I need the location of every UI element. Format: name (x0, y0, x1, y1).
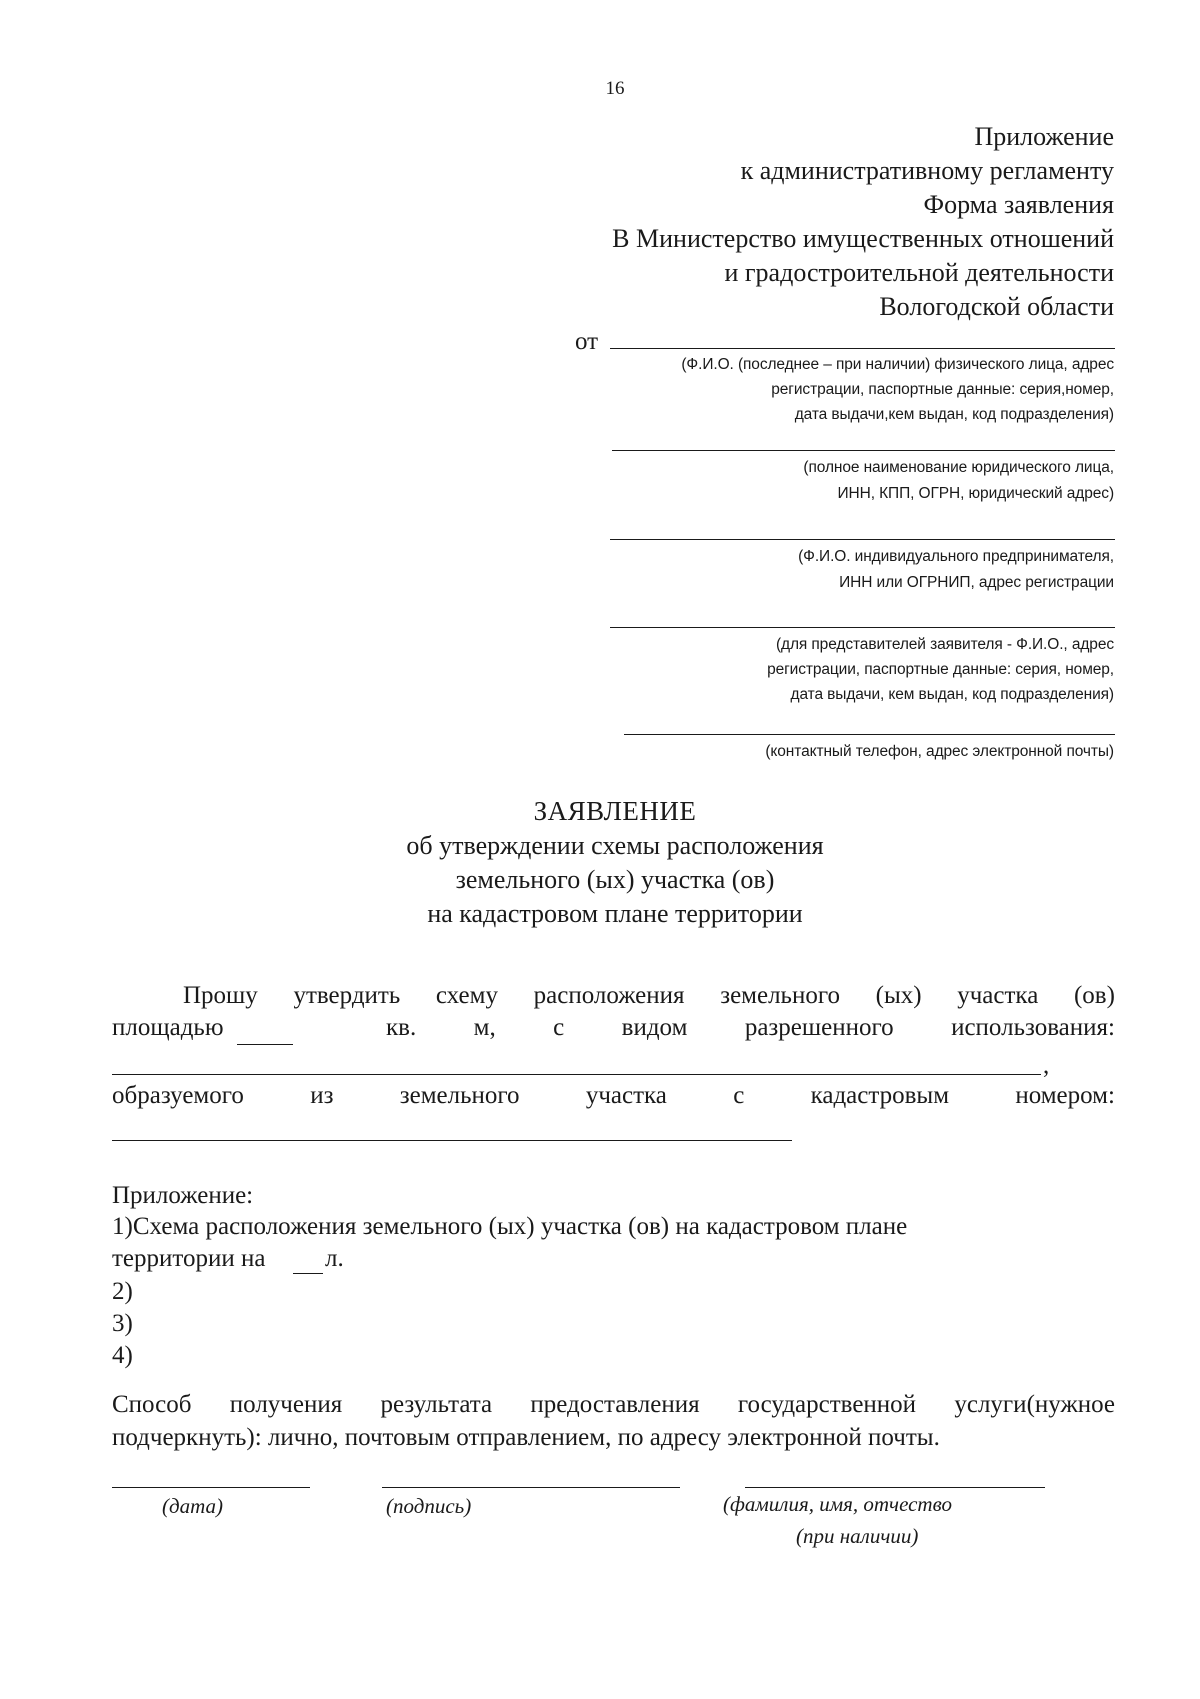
word: участка (957, 982, 1039, 1009)
applicant-contact-field[interactable] (624, 734, 1115, 735)
field-caption: дата выдачи, кем выдан, код подразделения) (790, 686, 1114, 703)
word: получения (229, 1391, 343, 1418)
sheets-unit: л. (325, 1245, 344, 1272)
word: кадастровым (810, 1082, 950, 1109)
area-label: площадью (112, 1014, 224, 1041)
header-line: и градостроительной деятельности (724, 258, 1114, 287)
request-line-4 (112, 1082, 1115, 1110)
word: утвердить (293, 982, 401, 1009)
cadastral-number-field[interactable] (112, 1140, 792, 1141)
sheets-count-field[interactable] (293, 1273, 323, 1274)
word: (ых) (875, 982, 922, 1009)
field-caption: регистрации, паспортные данные: серия, номер, (767, 661, 1114, 678)
applicant-legal-entity-field[interactable] (612, 450, 1115, 451)
header-line: к административному регламенту (740, 156, 1114, 185)
word: предоставления (530, 1391, 700, 1418)
attachment-item: 4) (112, 1342, 133, 1369)
title-line: об утверждении схемы расположения (406, 831, 824, 860)
header-line: Форма заявления (923, 190, 1114, 219)
word: государственной (737, 1391, 917, 1418)
header-line: В Министерство имущественных отношений (612, 224, 1114, 253)
field-caption: (Ф.И.О. (последнее – при наличии) физического лица, адрес (681, 356, 1114, 373)
word: услуги(нужное (954, 1391, 1115, 1418)
word: земельного (720, 982, 840, 1009)
word: использования: (951, 1014, 1115, 1041)
field-caption: ИНН или ОГРНИП, адрес регистрации (839, 574, 1114, 591)
attachment-item-1: 1)Схема расположения земельного (ых) участка (ов) на кадастровом плане (112, 1213, 908, 1240)
date-field[interactable] (112, 1487, 310, 1488)
attachments-heading: Приложение: (112, 1182, 254, 1209)
field-caption: (для представителей заявителя - Ф.И.О., адрес (775, 636, 1114, 653)
word: результата (380, 1391, 493, 1418)
comma: , (1043, 1052, 1050, 1079)
from-label: от (575, 328, 599, 355)
delivery-line-1 (112, 1391, 1115, 1419)
applicant-representative-field[interactable] (610, 627, 1115, 628)
word: расположения (533, 982, 685, 1009)
word: из (310, 1082, 334, 1109)
word: (ов) (1073, 982, 1115, 1009)
attachment-item: 2) (112, 1278, 133, 1305)
word: схему (435, 982, 498, 1009)
signature-field[interactable] (382, 1487, 680, 1488)
permitted-use-field[interactable] (112, 1074, 1041, 1075)
word: м, (473, 1014, 496, 1041)
attachment-item: 3) (112, 1310, 133, 1337)
word: разрешенного (744, 1014, 894, 1041)
word: земельного (399, 1082, 520, 1109)
title-line: земельного (ых) участка (ов) (455, 865, 775, 894)
word: кв. (386, 1014, 417, 1041)
signature-label: (подпись) (386, 1494, 472, 1518)
title-main: ЗАЯВЛЕНИЕ (533, 796, 697, 826)
field-caption: (Ф.И.О. индивидуального предпринимателя, (798, 548, 1114, 565)
header-line: Приложение (974, 122, 1114, 151)
word: Прошу (183, 982, 258, 1009)
word: образуемого (112, 1082, 244, 1109)
title-line: на кадастровом плане территории (427, 899, 803, 928)
full-name-label-note: (при наличии) (796, 1524, 919, 1548)
word: участка (585, 1082, 667, 1109)
full-name-field[interactable] (745, 1487, 1045, 1488)
word: номером: (1015, 1082, 1115, 1109)
field-caption: дата выдачи,кем выдан, код подразделения) (794, 406, 1114, 423)
delivery-line-2: подчеркнуть): лично, почтовым отправлением, по адресу электронной почты. (112, 1424, 940, 1451)
word: видом (621, 1014, 688, 1041)
field-caption: регистрации, паспортные данные: серия,номер, (771, 381, 1114, 398)
field-caption: (полное наименование юридического лица, (803, 459, 1114, 476)
attachment-item-1-sheets-label: территории на (112, 1245, 266, 1272)
area-input-field[interactable] (237, 1044, 293, 1045)
request-line-1 (183, 982, 1115, 1010)
applicant-individual-field[interactable] (610, 348, 1115, 349)
word: с (553, 1014, 565, 1041)
word: Способ (112, 1391, 192, 1418)
applicant-entrepreneur-field[interactable] (610, 539, 1115, 540)
request-line-2 (386, 1014, 1115, 1042)
field-caption: (контактный телефон, адрес электронной почты) (765, 743, 1114, 760)
page-number: 16 (605, 78, 625, 99)
full-name-label: (фамилия, имя, отчество (723, 1492, 952, 1516)
field-caption: ИНН, КПП, ОГРН, юридический адрес) (837, 485, 1114, 502)
date-label: (дата) (162, 1494, 224, 1518)
header-line: Вологодской области (879, 292, 1114, 321)
word: с (733, 1082, 745, 1109)
